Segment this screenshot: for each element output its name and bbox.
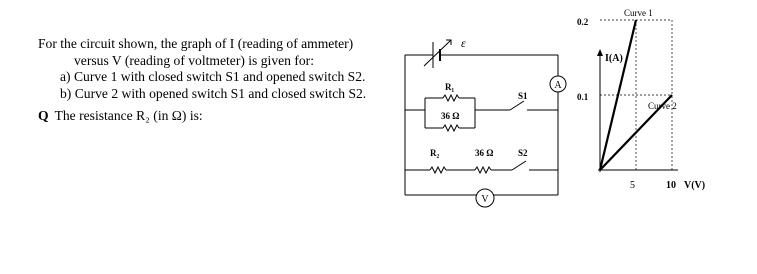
question-marker: Q bbox=[38, 108, 49, 124]
switch-s2 bbox=[512, 161, 526, 170]
option-a: a) Curve 1 with closed switch S1 and opened switch S2. bbox=[60, 69, 366, 85]
y-tick-label: 0.2 bbox=[577, 17, 589, 27]
iv-chart bbox=[577, 8, 705, 191]
resistor-36-bottom-label: 36 Ω bbox=[475, 148, 494, 158]
resistor-r1 bbox=[443, 95, 459, 101]
circuit-diagram bbox=[405, 40, 566, 207]
y-tick-label: 0.1 bbox=[577, 92, 589, 102]
circuit-labels bbox=[430, 36, 562, 205]
resistor-36-top bbox=[443, 125, 459, 131]
question-intro-line-1: For the circuit shown, the graph of I (reading of ammeter) bbox=[38, 36, 354, 51]
x-axis-label: V(V) bbox=[684, 180, 706, 191]
resistor-r2 bbox=[430, 167, 446, 173]
switch-s1 bbox=[510, 101, 524, 110]
x-tick-label: 10 bbox=[666, 180, 676, 191]
emf-label: ε bbox=[461, 36, 466, 50]
option-b: b) Curve 2 with opened switch S1 and closed switch S2. bbox=[60, 85, 367, 101]
series-label-1: Curve 1 bbox=[624, 8, 653, 18]
y-axis-arrow bbox=[597, 49, 603, 56]
battery-symbol bbox=[424, 40, 451, 68]
voltmeter-label: V bbox=[481, 194, 489, 205]
s2-label: S2 bbox=[518, 148, 528, 158]
r2-label: R₂ bbox=[430, 148, 440, 158]
x-tick-label: 5 bbox=[630, 180, 635, 191]
y-axis-label: I(A) bbox=[605, 53, 623, 64]
s1-label: S1 bbox=[518, 91, 528, 101]
r1-label: R₁ bbox=[445, 82, 455, 92]
ammeter-label: A bbox=[554, 80, 562, 91]
resistor-36-bottom bbox=[475, 167, 491, 173]
question-prompt-text: The resistance R₂ (in Ω) is: bbox=[54, 108, 203, 124]
resistor-36-top-label: 36 Ω bbox=[441, 111, 460, 121]
series-label-2: Curve 2 bbox=[648, 101, 677, 111]
question-intro-line-2: versus V (reading of voltmeter) is given for: bbox=[74, 52, 314, 68]
